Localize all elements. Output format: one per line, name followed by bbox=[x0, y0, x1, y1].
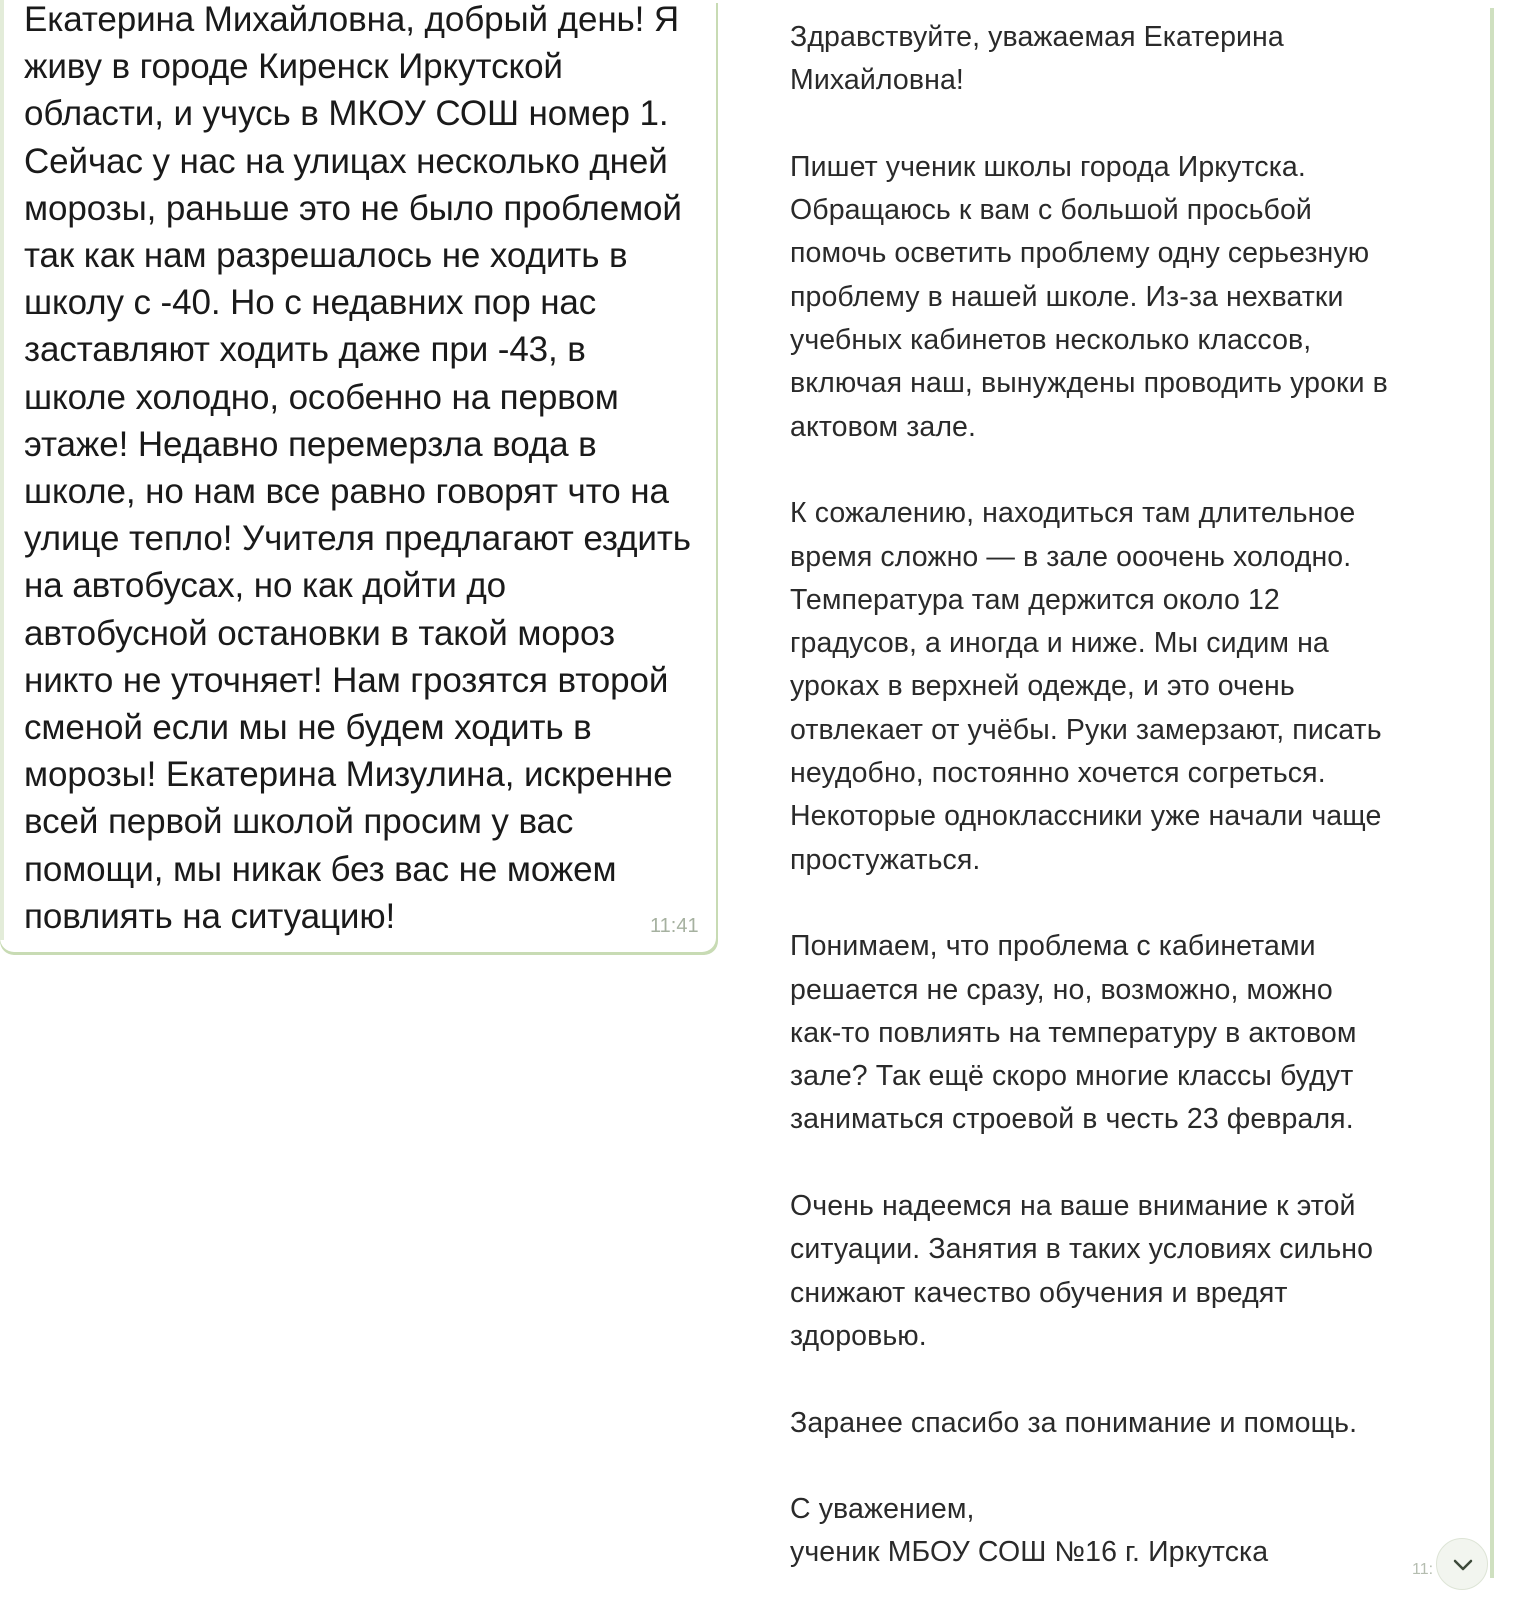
message-time-1: 11:41 bbox=[650, 915, 699, 937]
message-bubble-1[interactable] bbox=[0, 0, 716, 952]
message-time-2: 11: bbox=[1412, 1561, 1434, 1578]
scroll-down-button[interactable] bbox=[1436, 1538, 1488, 1590]
message-text-2: Здравствуйте, уважаемая Екатерина Михайловна! Пишет ученик школы города Иркутска. Обращаюсь к вам с большой просьбой помочь осветить проблему одну серьезную проблему в нашей школе. Из-за нехватки учебных кабинетов несколько классов, включая наш, вынуждены проводить уроки в актовом зале. К сожалению, находиться там длительное время сложно — в зале ооочень холодно. Температура там держится около 12 градусов, а иногда и ниже. Мы сидим на уроках в верхней одежде, и это очень отвлекает от учёбы. Руки замерзают, писать неудобно, постоянно хочется согреться. Некоторые одноклассники уже начали чаще простужаться. Понимаем, что проблема с кабинетами решается не сразу, но, возможно, можно как-то повлиять на температуру в актовом зале? Так ещё скоро многие классы будут заниматься строевой в честь 23 февраля. Очень надеемся на ваше внимание к этой ситуации. Занятия в таких условиях сильно снижают качество обучения и вредят здоровью. Заранее спасибо за понимание и помощь. С уважением, ученик МБОУ СОШ №16 г. Иркутска bbox=[790, 21, 1388, 1569]
bubble-edge bbox=[0, 0, 4, 940]
chevron-down-icon bbox=[1449, 1551, 1477, 1579]
message-text-1: Екатерина Михайловна, добрый день! Я живу в городе Киренск Иркутской области, и учусь в МКОУ СОШ номер 1. Сейчас у нас на улицах несколько дней морозы, раньше это не было проблемой так как нам разрешалось не ходить в школу с -40. Но с недавних пор нас заставляют ходить даже при -43, в школе холодно, особенно на первом этаже! Недавно перемерзла вода в школе, но нам все равно говорят что на улице тепло! Учителя предлагают ездить на автобусах, но как дойти до автобусной остановки в такой мороз никто не уточняет! Нам грозятся второй сменой если мы не будем ходить в морозы! Екатерина Мизулина, искренне всей первой школой просим у вас помощи, мы никак без вас не можем повлиять на ситуацию! bbox=[24, 0, 691, 936]
bubble-edge bbox=[1490, 8, 1494, 1578]
message-bubble-2[interactable] bbox=[764, 8, 1494, 1582]
